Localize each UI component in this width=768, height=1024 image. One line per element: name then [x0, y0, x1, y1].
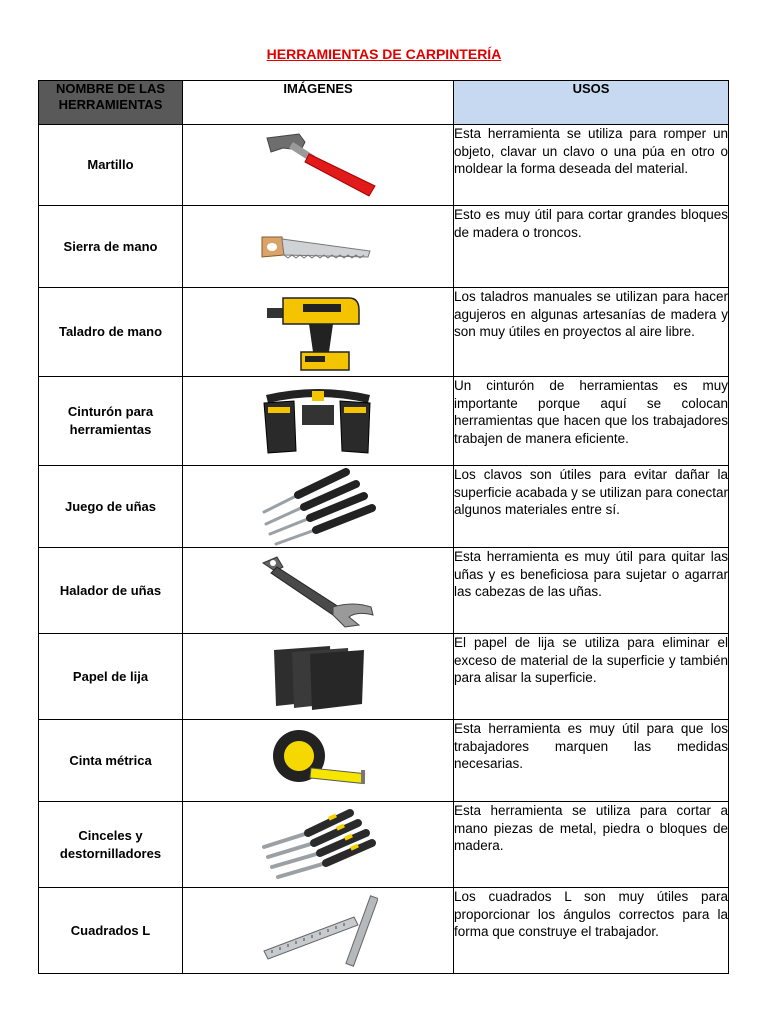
tool-name: Cinturón para herramientas	[39, 377, 183, 466]
document-title: HERRAMIENTAS DE CARPINTERÍA	[266, 46, 502, 62]
header-uses: USOS	[454, 81, 729, 125]
tape-measure-icon	[263, 726, 373, 796]
tool-use: El papel de lija se utiliza para eliminar el exceso de material de la superficie y también para alisar la superficie.	[454, 634, 729, 720]
tool-use: Los taladros manuales se utilizan para hacer agujeros en algunas artesanías de madera y son muy útiles en proyectos al aire libre.	[454, 288, 729, 377]
tool-name: Cinceles y destornilladores	[39, 802, 183, 888]
table-row	[39, 466, 729, 548]
tool-use: Un cinturón de herramientas es muy importante porque aquí se colocan herramientas que hacen que los trabajadores trabajen de manera eficiente.	[454, 377, 729, 466]
drill-icon	[263, 290, 373, 374]
tool-image-cell	[183, 548, 454, 634]
tool-use: Los cuadrados L son muy útiles para proporcionar los ángulos correctos para la forma que construye el trabajador.	[454, 888, 729, 974]
table-row	[39, 634, 729, 720]
nail-set-icon	[258, 468, 378, 546]
tool-belt-icon	[258, 381, 378, 461]
tool-image-cell	[183, 377, 454, 466]
tool-name: Juego de uñas	[39, 466, 183, 548]
tool-image-cell	[183, 802, 454, 888]
tools-table	[38, 80, 729, 974]
tool-use: Esto es muy útil para cortar grandes bloques de madera o troncos.	[454, 206, 729, 288]
table-row	[39, 125, 729, 206]
hammer-icon	[253, 128, 383, 202]
nail-puller-icon	[253, 551, 383, 631]
table-row	[39, 720, 729, 802]
table-row	[39, 288, 729, 377]
tool-image-cell	[183, 288, 454, 377]
tool-name: Cinta métrica	[39, 720, 183, 802]
tool-use: Esta herramienta es muy útil para que los trabajadores marquen las medidas necesarias.	[454, 720, 729, 802]
tool-image-cell	[183, 720, 454, 802]
chisels-icon	[258, 805, 378, 885]
tool-image-cell	[183, 125, 454, 206]
header-tool-name: NOMBRE DE LAS HERRAMIENTAS	[39, 81, 183, 125]
tool-image-cell	[183, 466, 454, 548]
header-images: IMÁGENES	[183, 81, 454, 125]
table-row	[39, 548, 729, 634]
tool-name: Sierra de mano	[39, 206, 183, 288]
table-header-row	[39, 81, 729, 125]
tool-use: Los clavos son útiles para evitar dañar la superficie acabada y se utilizan para conectar algunos materiales entre sí.	[454, 466, 729, 548]
sandpaper-icon	[268, 642, 368, 712]
tool-use: Esta herramienta es muy útil para quitar las uñas y es beneficiosa para sujetar o agarrar las cabezas de las uñas.	[454, 548, 729, 634]
tool-name: Cuadrados L	[39, 888, 183, 974]
l-square-icon	[258, 891, 378, 971]
table-row	[39, 888, 729, 974]
tool-use: Esta herramienta se utiliza para romper un objeto, clavar un clavo o una púa en otro o moldear la forma deseada del material.	[454, 125, 729, 206]
table-row	[39, 206, 729, 288]
tool-name: Taladro de mano	[39, 288, 183, 377]
tool-image-cell	[183, 888, 454, 974]
table-row	[39, 377, 729, 466]
tool-name: Halador de uñas	[39, 548, 183, 634]
tool-use: Esta herramienta se utiliza para cortar a mano piezas de metal, piedra o bloques de madera.	[454, 802, 729, 888]
tool-image-cell	[183, 206, 454, 288]
tool-name: Martillo	[39, 125, 183, 206]
hand-saw-icon	[258, 227, 378, 267]
tool-image-cell	[183, 634, 454, 720]
tool-name: Papel de lija	[39, 634, 183, 720]
table-row	[39, 802, 729, 888]
